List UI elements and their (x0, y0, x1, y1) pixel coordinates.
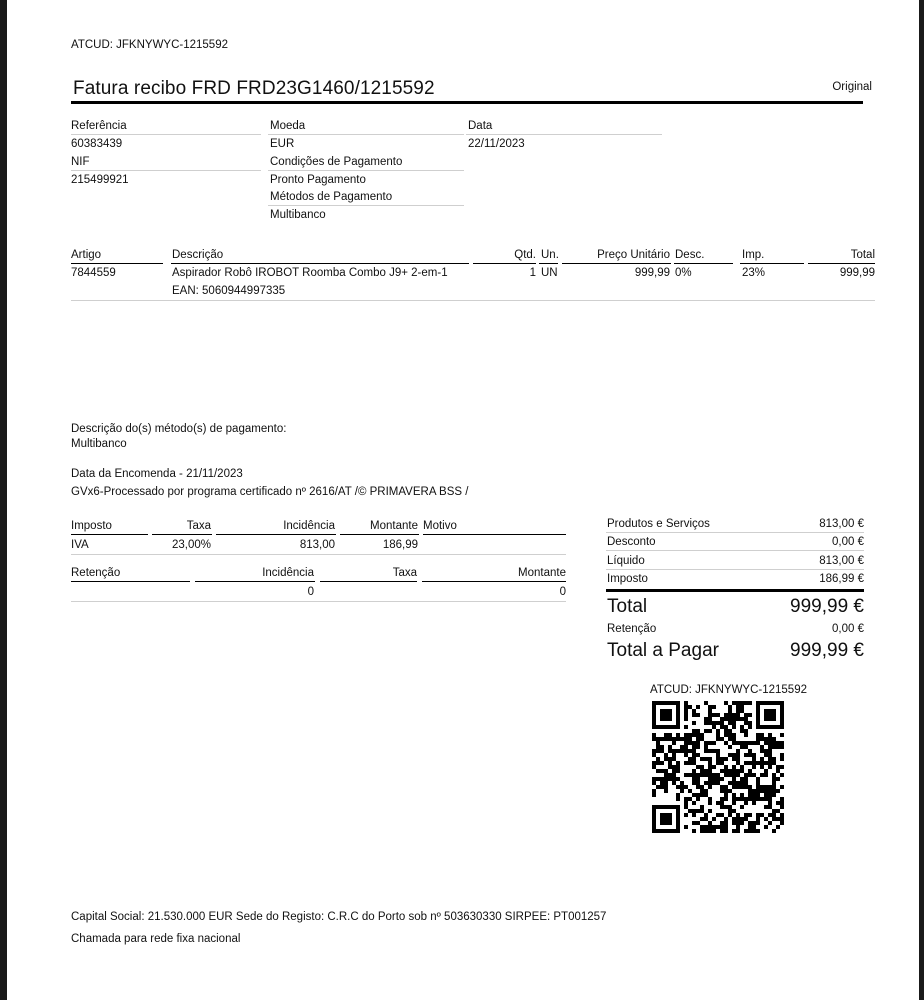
ret-col-retencao: Retenção (71, 567, 121, 579)
meta-divider (71, 134, 261, 135)
tax-incidencia: 813,00 (299, 539, 335, 551)
produtos-value: 813,00 € (819, 518, 864, 530)
tax-imposto: IVA (71, 539, 89, 551)
header-rule (539, 263, 558, 264)
moeda-value: EUR (270, 138, 295, 150)
col-imp: Imp. (742, 249, 765, 261)
meta-divider (268, 205, 464, 206)
nif-value: 215499921 (71, 174, 129, 186)
liquido-label: Líquido (607, 555, 645, 567)
referencia-label: Referência (71, 120, 127, 132)
col-qtd: Qtd. (514, 249, 536, 261)
header-rule (740, 263, 804, 264)
payment-methods-label: Descrição do(s) método(s) de pagamento: (71, 423, 287, 435)
document-title: Fatura recibo FRD FRD23G1460/1215592 (73, 78, 435, 99)
meta-divider (268, 170, 464, 171)
ret-row-divider (71, 601, 566, 602)
meta-divider (466, 134, 662, 135)
item-ean: EAN: 5060944997335 (172, 285, 286, 297)
processed-note: GVx6-Processado por programa certificado nº 2616/AT /© PRIMAVERA BSS / (71, 486, 469, 498)
col-un: Un. (541, 249, 559, 261)
item-un: UN (541, 267, 558, 279)
header-rule (808, 263, 875, 264)
order-date: Data da Encomenda - 21/11/2023 (71, 468, 243, 480)
header-rule (674, 263, 733, 264)
col-artigo: Artigo (71, 249, 102, 261)
produtos-label: Produtos e Serviços (607, 518, 710, 530)
atcud-top: ATCUD: JFKNYWYC-1215592 (71, 39, 228, 51)
tax-montante: 186,99 (382, 539, 418, 551)
desconto-label: Desconto (607, 536, 656, 548)
ret-header-rule (320, 581, 417, 582)
tax-row-divider (71, 554, 566, 555)
ret-header-rule (71, 581, 190, 582)
metodos-value: Multibanco (270, 209, 326, 221)
tax-taxa: 23,00% (171, 539, 211, 551)
tax-col-imposto: Imposto (71, 520, 112, 532)
qr-code-icon (652, 701, 784, 833)
ret-col-incidencia: Incidência (262, 567, 314, 579)
ret-header-rule (422, 581, 566, 582)
item-total: 999,99 (839, 267, 875, 279)
item-qtd: 1 (529, 267, 536, 279)
totals-divider (606, 550, 864, 551)
metodos-label: Métodos de Pagamento (270, 191, 393, 203)
tax-col-incidencia: Incidência (283, 520, 335, 532)
copy-label: Original (832, 81, 872, 93)
data-value: 22/11/2023 (468, 138, 525, 150)
imposto-label: Imposto (607, 573, 648, 585)
nif-label: NIF (71, 156, 90, 168)
imposto-value: 186,99 € (819, 573, 864, 585)
liquido-value: 813,00 € (819, 555, 864, 567)
total-value: 999,99 € (790, 596, 864, 617)
col-desc: Desc. (675, 249, 705, 261)
tax-col-motivo: Motivo (423, 520, 457, 532)
retencao-label: Retenção (607, 623, 657, 635)
title-rule (71, 101, 863, 104)
retencao-value: 0,00 € (832, 623, 864, 635)
condicoes-label: Condições de Pagamento (270, 156, 403, 168)
header-rule (171, 263, 469, 264)
payment-methods-value: Multibanco (71, 438, 127, 450)
ret-header-rule (195, 581, 315, 582)
ret-col-montante: Montante (518, 567, 566, 579)
tax-header-rule (71, 534, 148, 535)
col-preco: Preço Unitário (597, 249, 670, 261)
meta-divider (268, 134, 464, 135)
total-label: Total (607, 596, 648, 617)
footer-capital: Capital Social: 21.530.000 EUR Sede do Registo: C.R.C do Porto sob nº 503630330 SIRPEE: PT001257 (71, 911, 607, 923)
ret-col-taxa: Taxa (392, 567, 417, 579)
referencia-value: 60383439 (71, 138, 123, 150)
ret-incidencia: 0 (307, 586, 314, 598)
col-descricao: Descrição (172, 249, 224, 261)
item-descricao: Aspirador Robô IROBOT Roomba Combo J9+ 2-em-1 (172, 267, 448, 279)
meta-divider (71, 170, 261, 171)
header-rule (562, 263, 671, 264)
qr-atcud: ATCUD: JFKNYWYC-1215592 (650, 684, 807, 696)
pagar-value: 999,99 € (790, 640, 864, 661)
footer-chamada: Chamada para rede fixa nacional (71, 933, 241, 945)
pagar-label: Total a Pagar (607, 640, 719, 661)
item-preco: 999,99 (634, 267, 670, 279)
qr-modules (652, 701, 784, 833)
tax-col-taxa: Taxa (186, 520, 211, 532)
tax-header-rule (340, 534, 419, 535)
tax-header-rule (216, 534, 336, 535)
page-edge-left (0, 0, 7, 1000)
condicoes-value: Pronto Pagamento (270, 174, 366, 186)
header-rule (71, 263, 163, 264)
tax-header-rule (152, 534, 212, 535)
page-edge-right (919, 0, 924, 1000)
moeda-label: Moeda (270, 120, 306, 132)
totals-divider (606, 569, 864, 570)
item-imp: 23% (742, 267, 766, 279)
desconto-value: 0,00 € (832, 536, 864, 548)
col-total: Total (850, 249, 875, 261)
item-desc: 0% (675, 267, 692, 279)
tax-header-rule (423, 534, 566, 535)
ret-montante: 0 (559, 586, 566, 598)
totals-divider (606, 532, 864, 533)
header-rule (473, 263, 536, 264)
totals-rule (606, 589, 864, 592)
tax-col-montante: Montante (370, 520, 418, 532)
row-divider (71, 300, 875, 301)
data-label: Data (468, 120, 493, 132)
item-artigo: 7844559 (71, 267, 116, 279)
